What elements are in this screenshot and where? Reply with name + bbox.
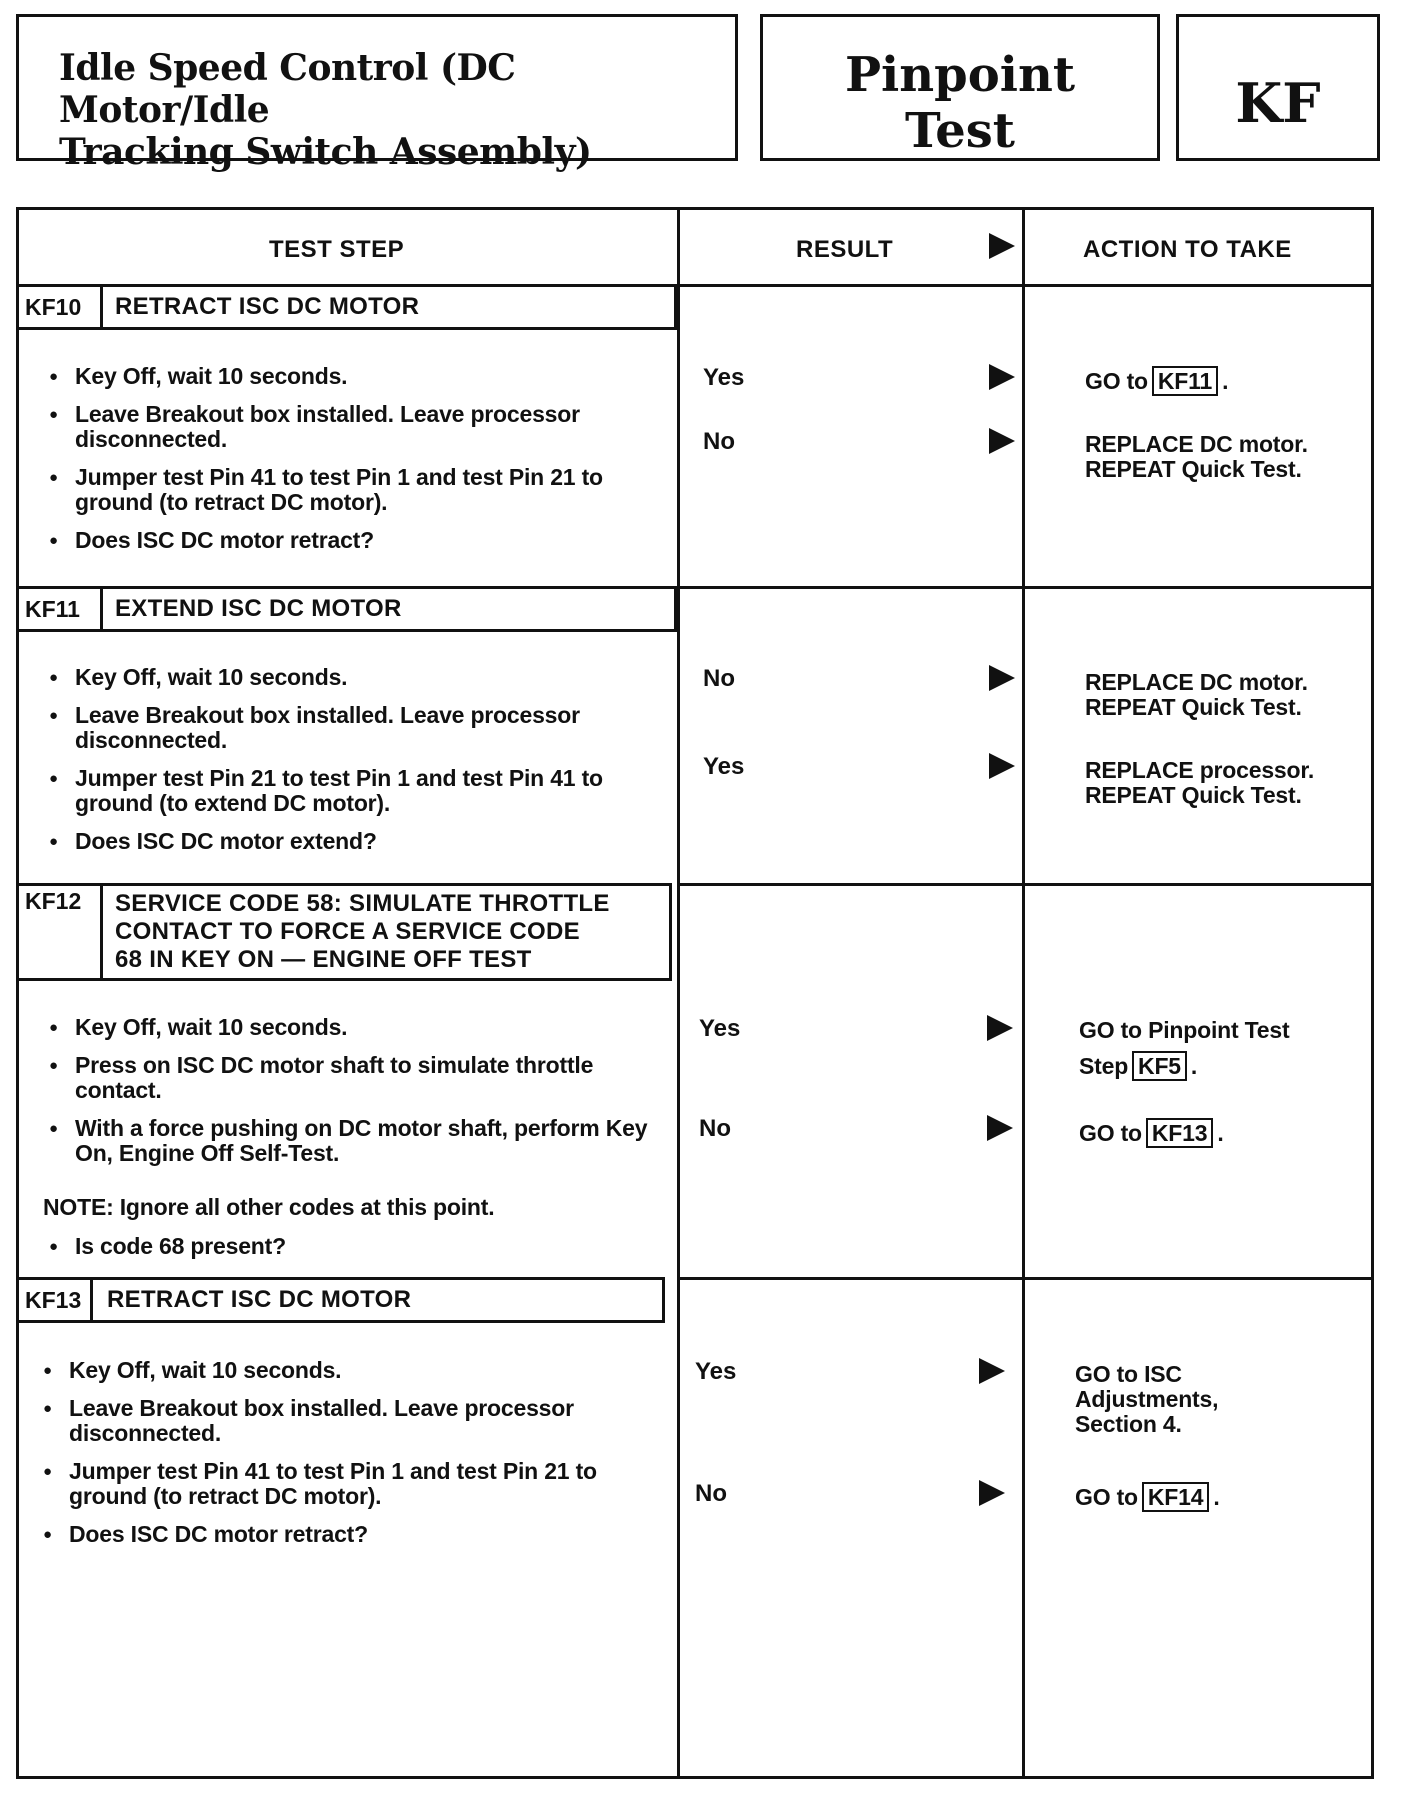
step-id: KF11	[19, 589, 103, 629]
list-item: ● Key Off, wait 10 seconds.	[45, 1015, 675, 1040]
arrow-right-icon	[989, 364, 1015, 390]
arrow-right-icon	[987, 1115, 1013, 1141]
action-kf13-no	[1075, 1482, 1220, 1512]
action-line: REPEAT Quick Test.	[1085, 782, 1302, 808]
action-line: Section 4.	[1075, 1411, 1182, 1437]
list-item: ● Key Off, wait 10 seconds.	[45, 665, 675, 690]
pinpoint-line-1: Pinpoint	[844, 47, 1076, 103]
title-line-2: Tracking Switch Assembly)	[59, 131, 592, 173]
step-instructions-kf13	[39, 1358, 669, 1560]
step-id: KF13	[19, 1280, 93, 1320]
list-item: ● Leave Breakout box installed. Leave processor disconnected.	[45, 703, 675, 753]
step-title: RETRACT ISC DC MOTOR	[115, 293, 420, 320]
column-divider-1	[677, 210, 680, 1776]
result-no: No	[695, 1480, 727, 1507]
arrow-right-icon	[979, 1480, 1005, 1506]
pinpoint-test-label	[763, 47, 1157, 159]
action-kf13-yes	[1075, 1362, 1218, 1437]
step-title: EXTEND ISC DC MOTOR	[115, 595, 402, 622]
action-text: Step	[1079, 1053, 1129, 1079]
step-reference[interactable]: KF5	[1132, 1051, 1187, 1081]
list-item: ● Is code 68 present?	[45, 1234, 675, 1259]
col-result: RESULT	[796, 236, 894, 263]
title-line-1: Idle Speed Control (DC Motor/Idle	[59, 47, 516, 131]
step-title-line: 68 IN KEY ON — ENGINE OFF TEST	[115, 946, 532, 973]
step-header-kf12	[19, 883, 672, 981]
list-item: ● Jumper test Pin 41 to test Pin 1 and test Pin 21 to ground (to retract DC motor).	[45, 465, 675, 515]
pinpoint-table	[16, 207, 1374, 1779]
step-question-kf12	[45, 1234, 675, 1272]
action-text: GO to	[1075, 1484, 1138, 1510]
step-instructions-kf11	[45, 665, 675, 867]
action-kf11-yes	[1085, 758, 1314, 808]
arrow-right-icon	[989, 665, 1015, 691]
test-code-box	[1176, 14, 1380, 161]
col-test-step: TEST STEP	[269, 236, 405, 263]
pinpoint-line-2: Test	[905, 103, 1015, 159]
result-no: No	[703, 428, 735, 455]
result-yes: Yes	[703, 364, 745, 391]
action-text: .	[1190, 1053, 1198, 1079]
action-kf11-no	[1085, 670, 1308, 720]
step-reference[interactable]: KF14	[1142, 1482, 1209, 1512]
note-text: NOTE: Ignore all other codes at this point.	[43, 1194, 495, 1220]
action-line: REPEAT Quick Test.	[1085, 456, 1302, 482]
action-kf12-no	[1079, 1118, 1224, 1148]
result-yes: Yes	[703, 753, 745, 780]
step-header-kf10	[19, 284, 677, 330]
arrow-right-icon	[989, 753, 1015, 779]
list-item: ● Press on ISC DC motor shaft to simulate throttle contact.	[45, 1053, 675, 1103]
action-text: .	[1213, 1484, 1220, 1510]
action-line: GO to Pinpoint Test	[1079, 1017, 1290, 1043]
action-text: GO to	[1079, 1120, 1142, 1146]
action-line: REPLACE processor.	[1085, 757, 1315, 783]
action-line: REPLACE DC motor.	[1085, 431, 1308, 457]
list-item: ● Key Off, wait 10 seconds.	[39, 1358, 669, 1383]
pinpoint-test-box	[760, 14, 1160, 161]
document-title	[59, 47, 735, 173]
result-yes: Yes	[699, 1015, 741, 1042]
step-title-line: SERVICE CODE 58: SIMULATE THROTTLE	[115, 890, 610, 917]
row-divider-3	[677, 1277, 1371, 1280]
step-header-kf11	[19, 586, 677, 632]
arrow-right-icon	[989, 428, 1015, 454]
list-item: ● Jumper test Pin 21 to test Pin 1 and test Pin 41 to ground (to extend DC motor).	[45, 766, 675, 816]
result-yes: Yes	[695, 1358, 737, 1385]
row-divider-2	[677, 883, 1371, 886]
step-header-kf13	[19, 1277, 665, 1323]
action-text: GO to	[1085, 368, 1148, 394]
step-instructions-kf10	[45, 364, 675, 566]
title-box	[16, 14, 738, 173]
step-reference[interactable]: KF13	[1146, 1118, 1213, 1148]
arrow-right-icon	[987, 1015, 1013, 1041]
list-item: ● Leave Breakout box installed. Leave processor disconnected.	[39, 1396, 669, 1446]
arrow-right-icon	[989, 233, 1015, 259]
step-title-line: CONTACT TO FORCE A SERVICE CODE	[115, 918, 580, 945]
list-item: ● Does ISC DC motor retract?	[45, 528, 675, 553]
column-divider-2	[1022, 210, 1025, 1776]
list-item: ● Jumper test Pin 41 to test Pin 1 and test Pin 21 to ground (to retract DC motor).	[39, 1459, 669, 1509]
col-action: ACTION TO TAKE	[1083, 236, 1292, 263]
action-line: GO to ISC	[1075, 1361, 1182, 1387]
action-kf12-yes	[1079, 1018, 1289, 1081]
step-instructions-kf12	[45, 1015, 675, 1179]
list-item: ● Does ISC DC motor extend?	[45, 829, 675, 854]
row-divider-1	[677, 586, 1371, 589]
action-line: REPEAT Quick Test.	[1085, 694, 1302, 720]
result-no: No	[699, 1115, 731, 1142]
arrow-right-icon	[979, 1358, 1005, 1384]
action-kf10-yes	[1085, 366, 1228, 396]
step-title: RETRACT ISC DC MOTOR	[107, 1286, 412, 1313]
step-id: KF12	[19, 886, 103, 978]
result-no: No	[703, 665, 735, 692]
step-title	[115, 890, 610, 974]
test-code: KF	[1235, 71, 1321, 135]
step-id: KF10	[19, 287, 103, 327]
list-item: ● Key Off, wait 10 seconds.	[45, 364, 675, 389]
action-text: .	[1222, 368, 1229, 394]
step-reference[interactable]: KF11	[1152, 366, 1218, 396]
list-item: ● With a force pushing on DC motor shaft, perform Key On, Engine Off Self-Test.	[45, 1116, 675, 1166]
list-item: ● Does ISC DC motor retract?	[39, 1522, 669, 1547]
action-text: .	[1217, 1120, 1224, 1146]
action-line: Adjustments,	[1075, 1386, 1219, 1412]
action-kf10-no	[1085, 432, 1308, 482]
action-line: REPLACE DC motor.	[1085, 669, 1308, 695]
list-item: ● Leave Breakout box installed. Leave processor disconnected.	[45, 402, 675, 452]
